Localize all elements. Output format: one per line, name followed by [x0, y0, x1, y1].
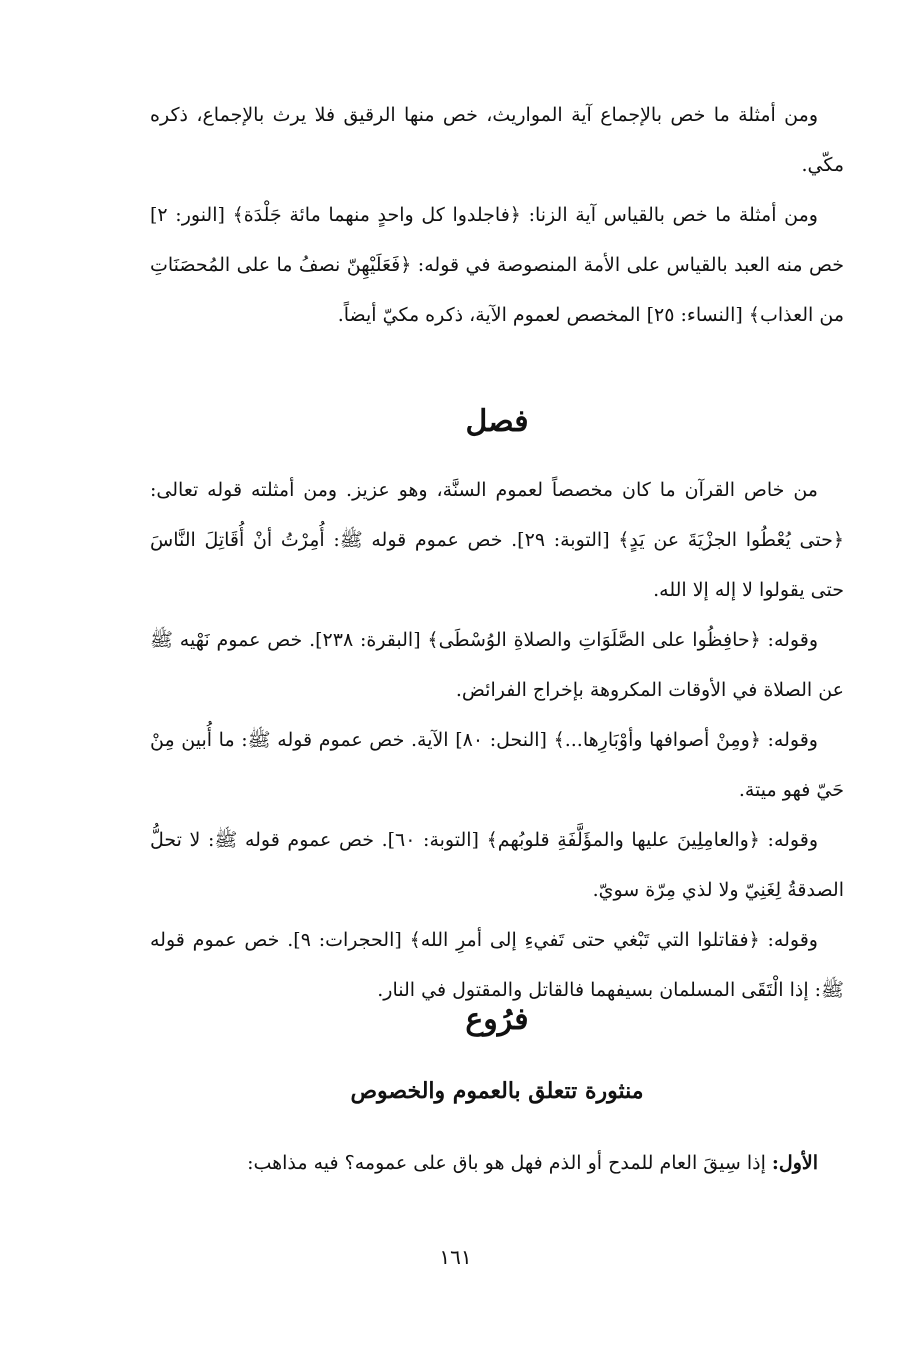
- section-heading-furu: فرُوع: [465, 1002, 529, 1037]
- paragraph-zakat: وقوله: ﴿والعامِلِينَ عليها والمؤَلَّفَةِ قلوبُهم﴾ [التوبة: ٦٠]. خص عموم قوله ﷺ: لا تحلُّ الصدقةُ لِغَنِيّ ولا لذي مِرّة سويّ.: [150, 829, 844, 901]
- branch-lead: الأول:: [771, 1152, 818, 1174]
- section-heading-fasl: فصل: [465, 404, 529, 439]
- paragraph-qital: وقوله: ﴿فقاتلوا التي تَبْغي حتى تَفيءِ إلى أمرِ الله﴾ [الحجرات: ٩]. خص عموم قوله ﷺ: إذا الْتَقَى المسلمان بسيفهما فالقاتل والمقتول في النار.: [150, 929, 844, 1001]
- paragraph-ijma: ومن أمثلة ما خص بالإجماع آية المواريث، خص منها الرقيق فلا يرث بالإجماع، ذكره مكّي.: [150, 104, 844, 176]
- paragraph-aswaf: وقوله: ﴿ومِنْ أصوافها وأوْبَارِها...﴾ [النحل: ٨٠] الآية. خص عموم قوله ﷺ: ما أُبين مِنْ حَيّ فهو ميتة.: [150, 729, 844, 801]
- middle-paragraphs: [150, 465, 844, 1015]
- paragraph-first-branch: [150, 1138, 844, 1188]
- page-number: ١٦١: [439, 1245, 472, 1269]
- paragraph-qiyas: ومن أمثلة ما خص بالقياس آية الزنا: ﴿فاجلدوا كل واحدٍ منهما مائة جَلْدَة﴾ [النور: ٢] خص منه العبد بالقياس على الأمة المنصوصة في قوله: ﴿فَعَلَيْهِنّ نصفُ ما على المُحصَنَاتِ من العذاب﴾ [النساء: ٢٥] المخصص لعموم الآية، ذكره مكيّ أيضاً.: [150, 204, 844, 326]
- branch-text: إذا سِيقَ العام للمدح أو الذم فهل هو باق على عمومه؟ فيه مذاهب:: [247, 1152, 772, 1174]
- final-paragraph: [150, 1138, 844, 1188]
- paragraph-salawat: وقوله: ﴿حافِظُوا على الصَّلَوَاتِ والصلاةِ الوُسْطَى﴾ [البقرة: ٢٣٨]. خص عموم نَهْيه ﷺ عن الصلاة في الأوقات المكروهة بإخراج الفرائض.: [150, 629, 844, 701]
- paragraph-sunnah-specification: من خاص القرآن ما كان مخصصاً لعموم السنَّة، وهو عزيز. ومن أمثلته قوله تعالى: ﴿حتى يُعْطُوا الجزْيَةَ عن يَدٍ﴾ [التوبة: ٢٩]. خص عموم قوله ﷺ: أُمِرْتُ أنْ أُقَاتِلَ النَّاسَ حتى يقولوا لا إله إلا الله.: [150, 479, 844, 601]
- section-subheading: منثورة تتعلق بالعموم والخصوص: [350, 1078, 644, 1104]
- top-paragraphs: [150, 90, 844, 340]
